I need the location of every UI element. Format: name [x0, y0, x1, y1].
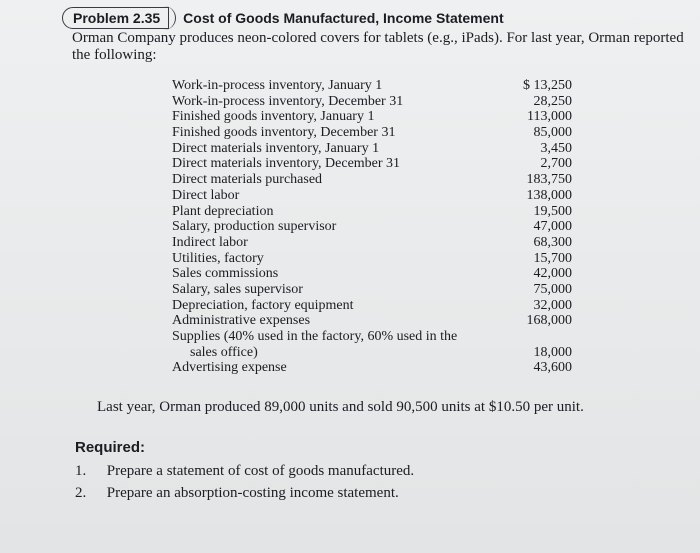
cost-item-row: [172, 345, 572, 361]
cost-item-row: [172, 94, 572, 110]
cost-item-label: Administrative expenses: [172, 313, 311, 329]
intro-paragraph: Orman Company produces neon-colored covers for tablets (e.g., iPads). For last year, Orman reported the following:: [72, 30, 684, 63]
cost-data-list: [172, 78, 572, 376]
cost-item-amount: 42,000: [533, 266, 572, 282]
cost-item-row: [172, 109, 572, 125]
required-list: [75, 460, 414, 504]
cost-item-row: [172, 78, 572, 94]
cost-item-label: Finished goods inventory, January 1: [172, 109, 375, 125]
cost-item-amount: 47,000: [533, 219, 572, 235]
cost-item-label: Direct materials inventory, January 1: [172, 140, 380, 156]
cost-item-row: [172, 251, 572, 267]
cost-item-amount: 85,000: [533, 125, 572, 141]
cost-item-label: Sales commissions: [172, 266, 279, 282]
required-item-number: 2.: [75, 485, 87, 501]
cost-item-label: Salary, production supervisor: [172, 219, 337, 235]
cost-item-amount: 113,000: [527, 109, 572, 125]
cost-item-amount: 68,300: [533, 234, 572, 250]
cost-item-amount: $ 13,250: [523, 78, 572, 93]
cost-item-row: [172, 360, 572, 376]
cost-item-label: Work-in-process inventory, December 31: [172, 93, 404, 109]
cost-item-amount: 19,500: [533, 203, 572, 219]
cost-item-row: [172, 172, 572, 188]
problem-label: Problem 2.35: [62, 7, 169, 29]
required-item: [75, 482, 414, 504]
production-summary: Last year, Orman produced 89,000 units and sold 90,500 units at $10.50 per unit.: [97, 399, 584, 415]
cost-item-row: [172, 329, 572, 345]
cost-item-amount: 15,700: [533, 250, 572, 266]
cost-item-label: Advertising expense: [172, 360, 287, 376]
cost-item-row: [172, 298, 572, 314]
required-item-text: Prepare a statement of cost of goods manufactured.: [106, 463, 415, 479]
cost-item-label: Depreciation, factory equipment: [172, 297, 354, 313]
cost-item-row: [172, 266, 572, 282]
cost-item-amount: 3,450: [540, 140, 572, 156]
cost-item-label: Utilities, factory: [172, 250, 264, 266]
cost-item-label: Supplies (40% used in the factory, 60% used in the: [172, 329, 458, 344]
cost-item-row: [172, 204, 572, 220]
cost-item-row: [172, 188, 572, 204]
cost-item-label: Direct materials purchased: [172, 172, 323, 188]
cost-item-label: Plant depreciation: [172, 203, 274, 219]
cost-item-label: Work-in-process inventory, January 1: [172, 78, 383, 93]
cost-item-label: sales office): [190, 344, 258, 360]
cost-item-row: [172, 235, 572, 251]
cost-item-amount: 138,000: [526, 187, 572, 203]
cost-item-label: Direct labor: [172, 187, 240, 203]
cost-item-label: Finished goods inventory, December 31: [172, 125, 396, 141]
problem-header: [62, 6, 504, 30]
cost-item-amount: 2,700: [540, 156, 572, 172]
cost-item-row: [172, 125, 572, 141]
cost-item-amount: 28,250: [533, 93, 572, 109]
cost-item-label: Indirect labor: [172, 234, 248, 250]
cost-item-amount: 32,000: [533, 297, 572, 313]
cost-item-label: Salary, sales supervisor: [172, 281, 303, 297]
cost-item-label: Direct materials inventory, December 31: [172, 156, 401, 172]
required-item-text: Prepare an absorption-costing income statement.: [106, 485, 399, 501]
cost-item-row: [172, 282, 572, 298]
cost-item-amount: 18,000: [533, 344, 572, 360]
cost-item-amount: 43,600: [533, 360, 572, 376]
required-item-number: 1.: [75, 463, 87, 479]
cost-item-row: [172, 156, 572, 172]
required-item: [75, 460, 414, 482]
required-heading: Required:: [75, 439, 146, 456]
cost-item-amount: 168,000: [526, 313, 572, 329]
cost-item-row: [172, 141, 572, 157]
cost-item-amount: 183,750: [526, 172, 572, 188]
cost-item-row: [172, 219, 572, 235]
problem-title: Cost of Goods Manufactured, Income Statement: [183, 10, 504, 26]
cost-item-row: [172, 313, 572, 329]
cost-item-amount: 75,000: [533, 281, 572, 297]
